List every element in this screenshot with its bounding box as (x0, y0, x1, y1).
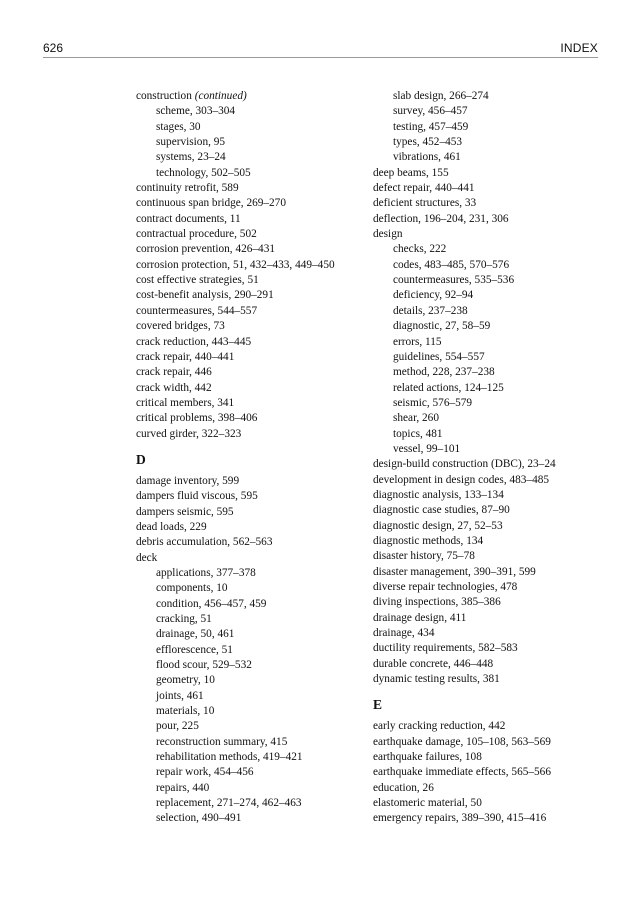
index-entry: diverse repair technologies, 478 (373, 581, 518, 593)
index-subentry: cracking, 51 (156, 613, 212, 625)
index-subentry: drainage, 50, 461 (156, 628, 235, 641)
index-entry: critical problems, 398–406 (136, 412, 258, 425)
index-entry: deep beams, 155 (373, 166, 449, 179)
index-entry: education, 26 (373, 781, 434, 794)
index-entry: development in design codes, 483–485 (373, 473, 550, 486)
index-subentry: joints, 461 (156, 689, 204, 702)
section-letter-e: E (373, 697, 383, 713)
running-head: INDEX (560, 41, 598, 55)
index-subentry: diagnostic, 27, 58–59 (393, 320, 491, 333)
index-head: construction (136, 90, 192, 102)
index-subentry: related actions, 124–125 (393, 381, 504, 394)
index-entry: diagnostic case studies, 87–90 (373, 504, 510, 517)
index-entry: earthquake damage, 105–108, 563–569 (373, 735, 551, 748)
index-entry: countermeasures, 544–557 (136, 304, 258, 317)
index-subentry: technology, 502–505 (156, 166, 251, 179)
index-subentry: details, 237–238 (393, 304, 468, 317)
index-entry: cost effective strategies, 51 (136, 274, 259, 287)
page-header (43, 41, 598, 58)
index-subentry: vessel, 99–101 (393, 442, 461, 455)
index-entry: crack repair, 440–441 (136, 350, 235, 363)
index-subentry: topics, 481 (393, 427, 443, 440)
index-entry: deflection, 196–204, 231, 306 (373, 212, 509, 225)
index-subentry: materials, 10 (156, 705, 215, 718)
index-entry: corrosion protection, 51, 432–433, 449–450 (136, 258, 335, 271)
index-entry: contractual procedure, 502 (136, 228, 257, 241)
index-subentry: reconstruction summary, 415 (156, 735, 288, 748)
index-entry: cost-benefit analysis, 290–291 (136, 289, 274, 302)
index-subentry: stages, 30 (156, 120, 201, 133)
index-entry: critical members, 341 (136, 396, 235, 409)
index-subentry: testing, 457–459 (393, 120, 469, 133)
index-subentry: deficiency, 92–94 (393, 289, 474, 302)
subentry-group-design (373, 242, 603, 457)
index-subentry: replacement, 271–274, 462–463 (156, 797, 302, 810)
index-entry: ductility requirements, 582–583 (373, 642, 518, 655)
index-subentry: systems, 23–24 (156, 151, 226, 164)
subentry-group-deck-continued (373, 89, 603, 166)
index-subentry: errors, 115 (393, 335, 442, 348)
index-subentry: countermeasures, 535–536 (393, 274, 515, 287)
index-entry: damage inventory, 599 (136, 474, 240, 487)
index-entry: diagnostic methods, 134 (373, 534, 484, 547)
entry-group-d1 (373, 166, 603, 227)
subentry-group-construction (136, 104, 372, 181)
index-entry: debris accumulation, 562–563 (136, 536, 273, 549)
index-entry: diagnostic analysis, 133–134 (373, 488, 504, 501)
index-entry: contract documents, 11 (136, 212, 241, 225)
index-subentry: supervision, 95 (156, 136, 226, 149)
entry-group-d2 (373, 457, 603, 687)
index-entry: crack repair, 446 (136, 366, 212, 379)
index-entry: diagnostic design, 27, 52–53 (373, 519, 503, 532)
index-subentry: seismic, 576–579 (393, 396, 473, 409)
index-entry: durable concrete, 446–448 (373, 657, 494, 670)
index-entry: deficient structures, 33 (373, 197, 477, 210)
index-column-left (136, 89, 372, 827)
index-subentry: guidelines, 554–557 (393, 350, 485, 363)
index-subentry: types, 452–453 (393, 136, 463, 149)
index-subentry: rehabilitation methods, 419–421 (156, 751, 303, 764)
index-subentry: slab design, 266–274 (393, 90, 489, 102)
index-subentry: scheme, 303–304 (156, 105, 236, 118)
index-entry: crack reduction, 443–445 (136, 335, 252, 348)
index-subentry: vibrations, 461 (393, 151, 461, 164)
index-entry: disaster history, 75–78 (373, 550, 475, 563)
entry-group-e (373, 719, 603, 826)
index-entry: dead loads, 229 (136, 520, 207, 533)
subentry-group-deck (136, 566, 372, 827)
index-entry: crack width, 442 (136, 381, 212, 394)
index-column-right (373, 89, 603, 827)
index-subentry: condition, 456–457, 459 (156, 597, 267, 610)
index-entry: dampers fluid viscous, 595 (136, 490, 258, 503)
index-subentry: repair work, 454–456 (156, 766, 254, 779)
index-entry: drainage, 434 (373, 627, 435, 640)
section-letter-d: D (136, 451, 146, 467)
index-subentry: components, 10 (156, 582, 228, 595)
index-entry: continuous span bridge, 269–270 (136, 197, 286, 210)
index-entry: early cracking reduction, 442 (373, 720, 506, 733)
index-head-design: design (373, 228, 403, 241)
index-entry: corrosion prevention, 426–431 (136, 243, 275, 256)
index-subentry: survey, 456–457 (393, 105, 468, 118)
index-entry: earthquake failures, 108 (373, 751, 482, 764)
index-subentry: shear, 260 (393, 412, 439, 425)
index-entry: covered bridges, 73 (136, 320, 225, 333)
index-entry: earthquake immediate effects, 565–566 (373, 766, 551, 779)
index-subentry: codes, 483–485, 570–576 (393, 258, 510, 271)
index-subentry: selection, 490–491 (156, 812, 242, 825)
continued-note: (continued) (194, 90, 247, 102)
index-entry: diving inspections, 385–386 (373, 596, 501, 609)
index-entry: defect repair, 440–441 (373, 182, 475, 195)
index-entry: disaster management, 390–391, 599 (373, 565, 536, 578)
entry-group-c (136, 181, 372, 442)
index-entry: dynamic testing results, 381 (373, 673, 500, 686)
entry-group-d (136, 474, 372, 551)
index-entry (136, 89, 372, 104)
index-head-deck: deck (136, 551, 158, 564)
index-entry: elastomeric material, 50 (373, 797, 482, 810)
index-subentry: pour, 225 (156, 720, 199, 733)
index-subentry: flood scour, 529–532 (156, 659, 252, 672)
index-subentry: geometry, 10 (156, 674, 215, 687)
index-entry: dampers seismic, 595 (136, 505, 234, 518)
index-entry: continuity retrofit, 589 (136, 182, 239, 195)
index-entry: emergency repairs, 389–390, 415–416 (373, 812, 547, 825)
index-subentry: checks, 222 (393, 243, 447, 256)
index-entry: design-build construction (DBC), 23–24 (373, 458, 556, 471)
index-subentry: efflorescence, 51 (156, 643, 233, 656)
index-subentry: method, 228, 237–238 (393, 366, 495, 379)
index-entry: curved girder, 322–323 (136, 427, 242, 440)
index-subentry: applications, 377–378 (156, 566, 256, 579)
index-subentry: repairs, 440 (156, 781, 210, 794)
page-number: 626 (43, 41, 64, 55)
index-entry: drainage design, 411 (373, 611, 467, 624)
